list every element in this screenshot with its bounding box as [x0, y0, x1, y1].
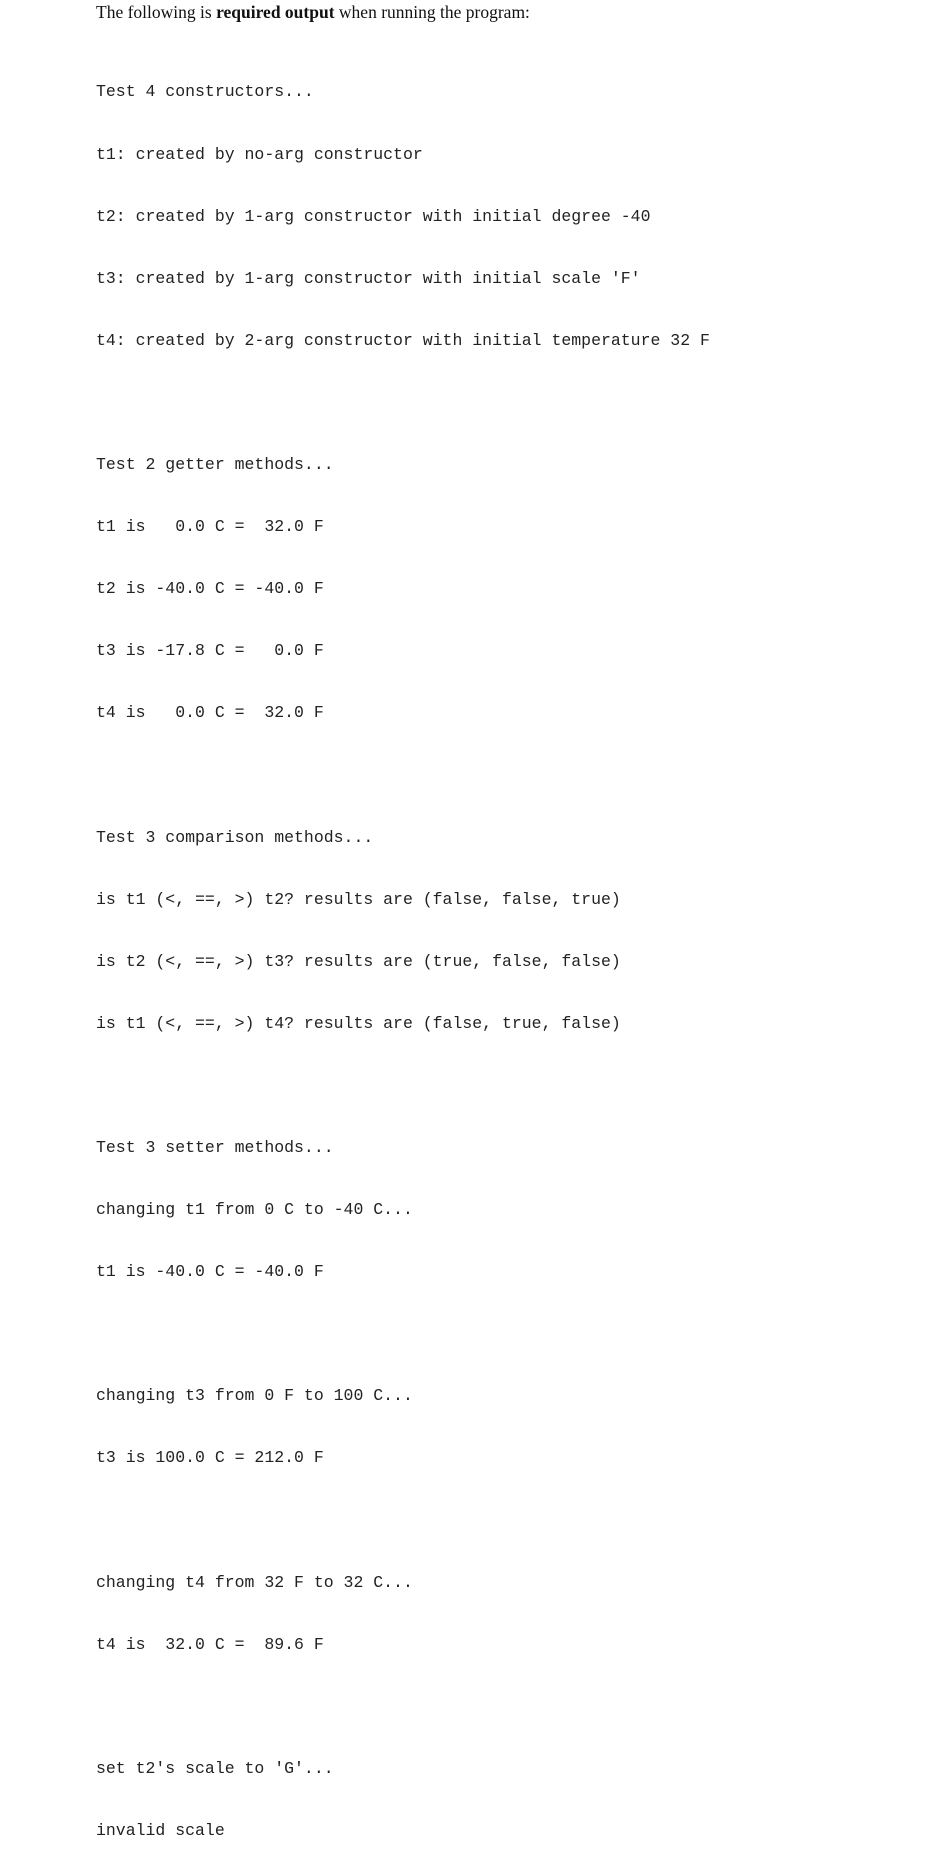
output-line: t1 is -40.0 C = -40.0 F	[96, 1262, 324, 1282]
blank-line	[96, 1076, 710, 1097]
output-line: changing t4 from 32 F to 32 C...	[96, 1572, 413, 1592]
intro-sentence	[96, 2, 530, 23]
output-line: is t1 (<, ==, >) t2? results are (false, false, true)	[96, 889, 621, 909]
output-line: t2: created by 1-arg constructor with initial degree -40	[96, 206, 651, 226]
output-line: t2 is -40.0 C = -40.0 F	[96, 579, 324, 599]
blank-line	[96, 1511, 710, 1532]
blank-line	[96, 393, 710, 414]
intro-bold-text: required output	[216, 2, 335, 22]
output-line: changing t1 from 0 C to -40 C...	[96, 1200, 413, 1220]
output-line: Test 3 comparison methods...	[96, 827, 374, 847]
program-output-block	[96, 41, 710, 1866]
blank-line	[96, 765, 710, 786]
output-line: t4: created by 2-arg constructor with initial temperature 32 F	[96, 330, 710, 350]
output-line: t3 is 100.0 C = 212.0 F	[96, 1448, 324, 1468]
output-line: t4 is 0.0 C = 32.0 F	[96, 703, 324, 723]
blank-line	[96, 1697, 710, 1718]
blank-line	[96, 1324, 710, 1345]
output-line: Test 4 constructors...	[96, 82, 314, 102]
output-line: t1: created by no-arg constructor	[96, 144, 423, 164]
output-line: Test 3 setter methods...	[96, 1138, 334, 1157]
output-line: changing t3 from 0 F to 100 C...	[96, 1386, 413, 1406]
output-line: t4 is 32.0 C = 89.6 F	[96, 1634, 324, 1654]
output-line: is t2 (<, ==, >) t3? results are (true, false, false)	[96, 951, 621, 971]
output-line: set t2's scale to 'G'...	[96, 1758, 334, 1778]
output-line: t1 is 0.0 C = 32.0 F	[96, 517, 324, 537]
output-line: t3: created by 1-arg constructor with initial scale 'F'	[96, 268, 641, 288]
output-line: is t1 (<, ==, >) t4? results are (false, true, false)	[96, 1013, 621, 1033]
output-line: invalid scale	[96, 1821, 225, 1841]
output-line: Test 2 getter methods...	[96, 454, 334, 474]
intro-text-before: The following is	[96, 2, 217, 22]
intro-text-after: when running the program:	[334, 2, 530, 22]
output-line: t3 is -17.8 C = 0.0 F	[96, 641, 324, 661]
